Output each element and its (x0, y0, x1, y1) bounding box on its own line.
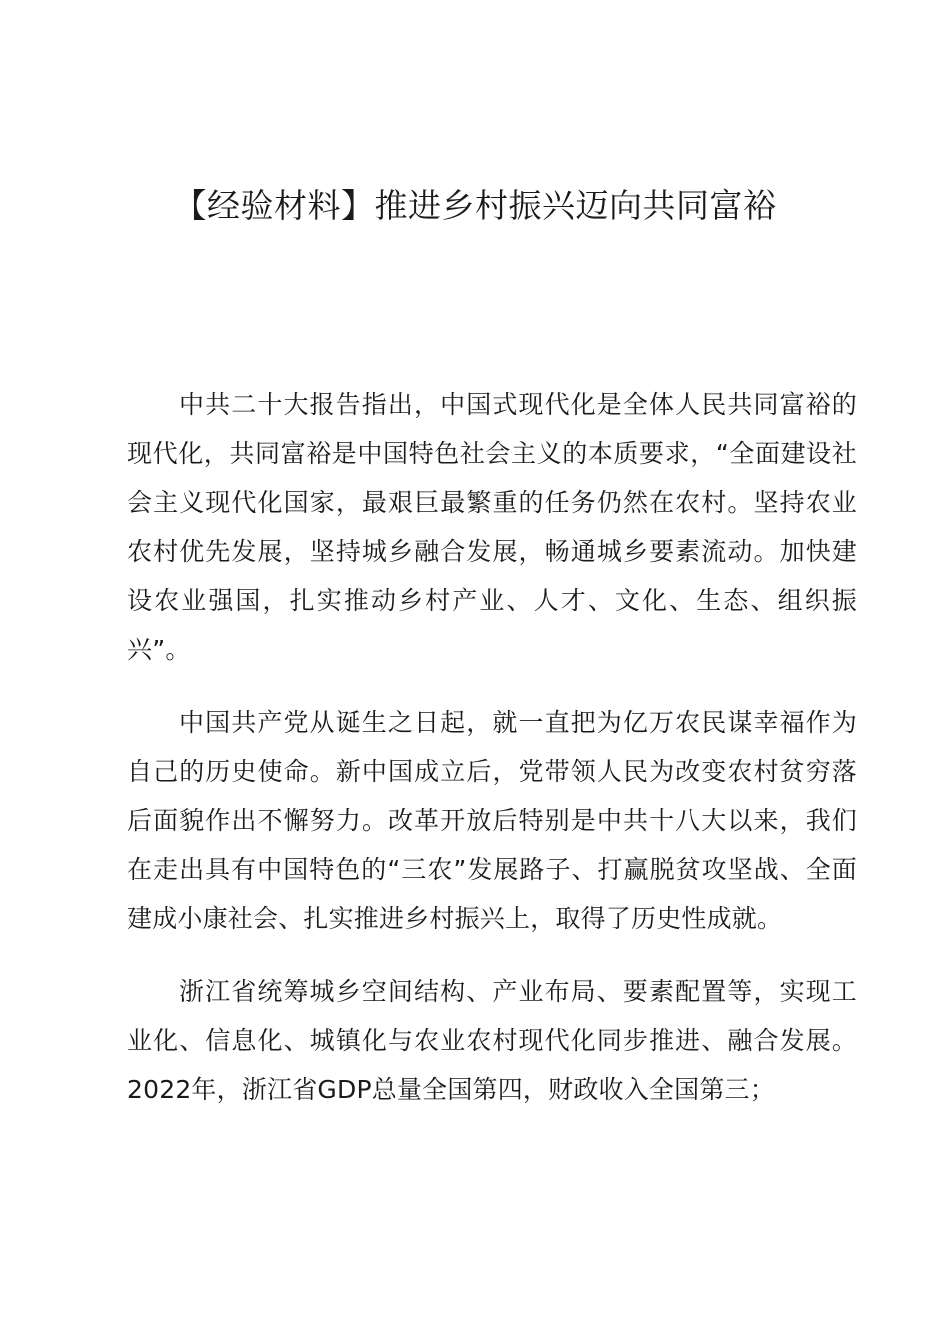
paragraph-1: 中共二十大报告指出，中国式现代化是全体人民共同富裕的现代化，共同富裕是中国特色社会主义的本质要求，“全面建设社会主义现代化国家，最艰巨最繁重的任务仍然在农村。坚持农业农村优先发展，坚持城乡融合发展，畅通城乡要素流动。加快建设农业强国，扎实推动乡村产业、人才、文化、生态、组织振兴”。 (127, 390, 857, 664)
paragraph-3: 浙江省统筹城乡空间结构、产业布局、要素配置等，实现工业化、信息化、城镇化与农业农村现代化同步推进、融合发展。2022年，浙江省GDP总量全国第四，财政收入全国第三； (127, 977, 857, 1104)
document-title: 【经验材料】推进乡村振兴迈向共同富裕 (173, 186, 777, 225)
paragraph-2: 中国共产党从诞生之日起，就一直把为亿万农民谋幸福作为自己的历史使命。新中国成立后，党带领人民为改变农村贫穷落后面貌作出不懈努力。改革开放后特别是中共十八大以来，我们在走出具有中国特色的“三农”发展路子、打赢脱贫攻坚战、全面建成小康社会、扎实推进乡村振兴上，取得了历史性成就。 (127, 708, 857, 933)
document-body (127, 380, 857, 1138)
